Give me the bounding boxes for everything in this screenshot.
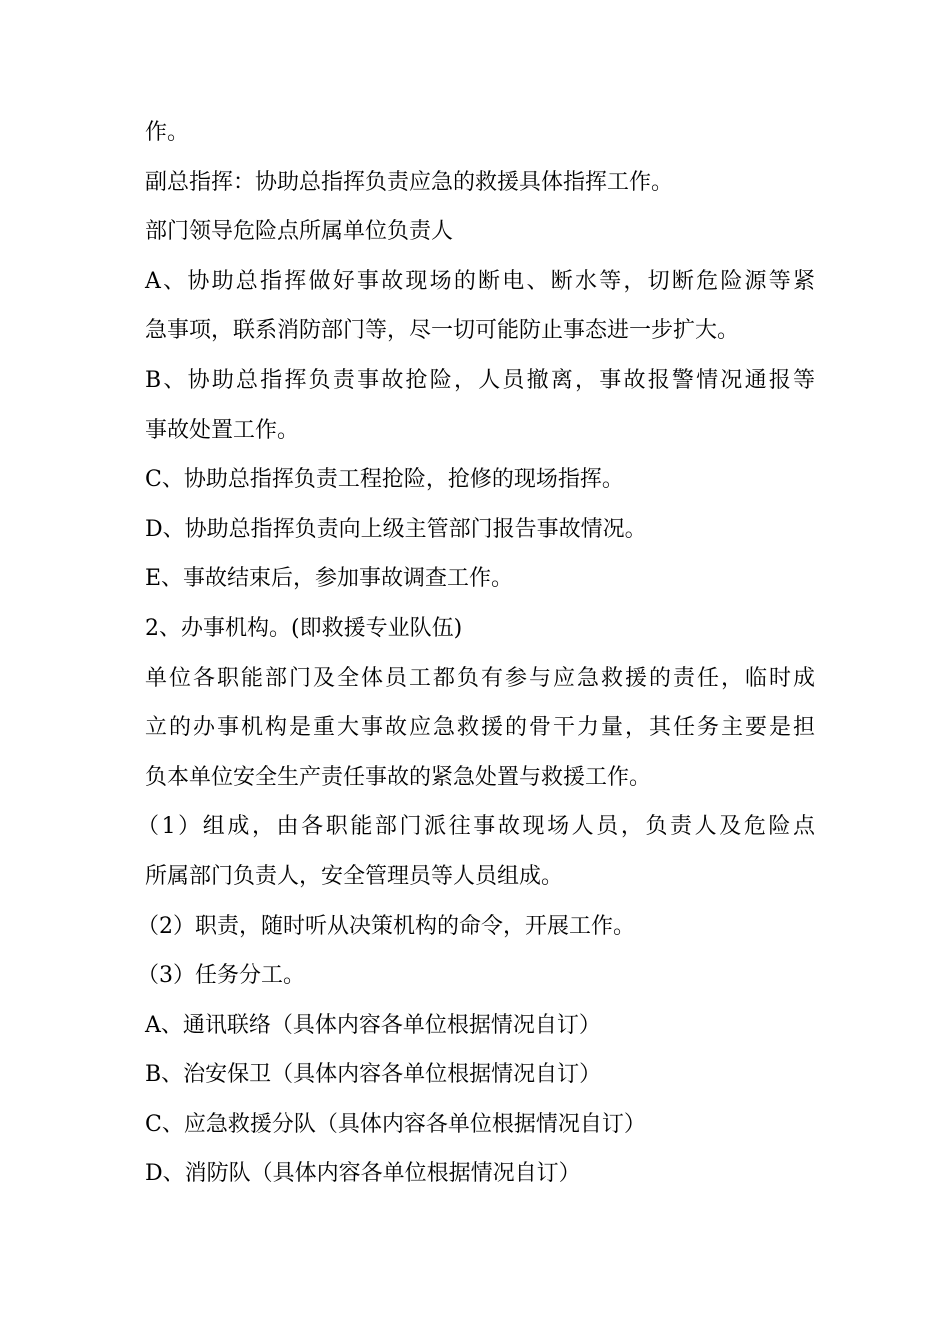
text-line: D、消防队（具体内容各单位根据情况自订）	[145, 1161, 581, 1187]
text-line: （2）职责，随时听从决策机构的命令，开展工作。	[137, 913, 635, 939]
text-line: C、协助总指挥负责工程抢险，抢修的现场指挥。	[145, 467, 624, 493]
text-line: 立的办事机构是重大事故应急救援的骨干力量，其任务主要是担	[145, 715, 815, 741]
text-line: 作。	[145, 120, 190, 145]
text-line: B、治安保卫（具体内容各单位根据情况自订）	[145, 1062, 602, 1088]
text-line: A、通讯联络（具体内容各单位根据情况自订）	[145, 1012, 601, 1038]
text-line: D、协助总指挥负责向上级主管部门报告事故情况。	[145, 516, 647, 542]
text-line: 负本单位安全生产责任事故的紧急处置与救援工作。	[145, 764, 652, 790]
text-line: B、协助总指挥负责事故抢险，人员撤离，事故报警情况通报等	[145, 367, 815, 393]
text-line: 副总指挥：协助总指挥负责应急的救援具体指挥工作。	[145, 169, 674, 195]
text-line: （1）组成，由各职能部门派往事故现场人员，负责人及危险点	[137, 814, 815, 840]
text-line: A、协助总指挥做好事故现场的断电、断水等，切断危险源等紧	[145, 268, 815, 294]
text-line: 部门领导危险点所属单位负责人	[145, 219, 454, 245]
text-line: 2、办事机构。(即救援专业队伍)	[145, 615, 463, 641]
text-line: 事故处置工作。	[145, 417, 300, 443]
text-line: （3）任务分工。	[137, 963, 305, 989]
text-line: C、应急救援分队（具体内容各单位根据情况自订）	[145, 1111, 646, 1137]
text-line: 所属部门负责人，安全管理员等人员组成。	[145, 863, 564, 889]
text-line: 急事项，联系消防部门等，尽一切可能防止事态进一步扩大。	[145, 318, 740, 344]
document-body	[137, 108, 815, 1199]
text-line: E、事故结束后，参加事故调查工作。	[145, 566, 514, 592]
text-line: 单位各职能部门及全体员工都负有参与应急救援的责任，临时成	[145, 665, 815, 691]
